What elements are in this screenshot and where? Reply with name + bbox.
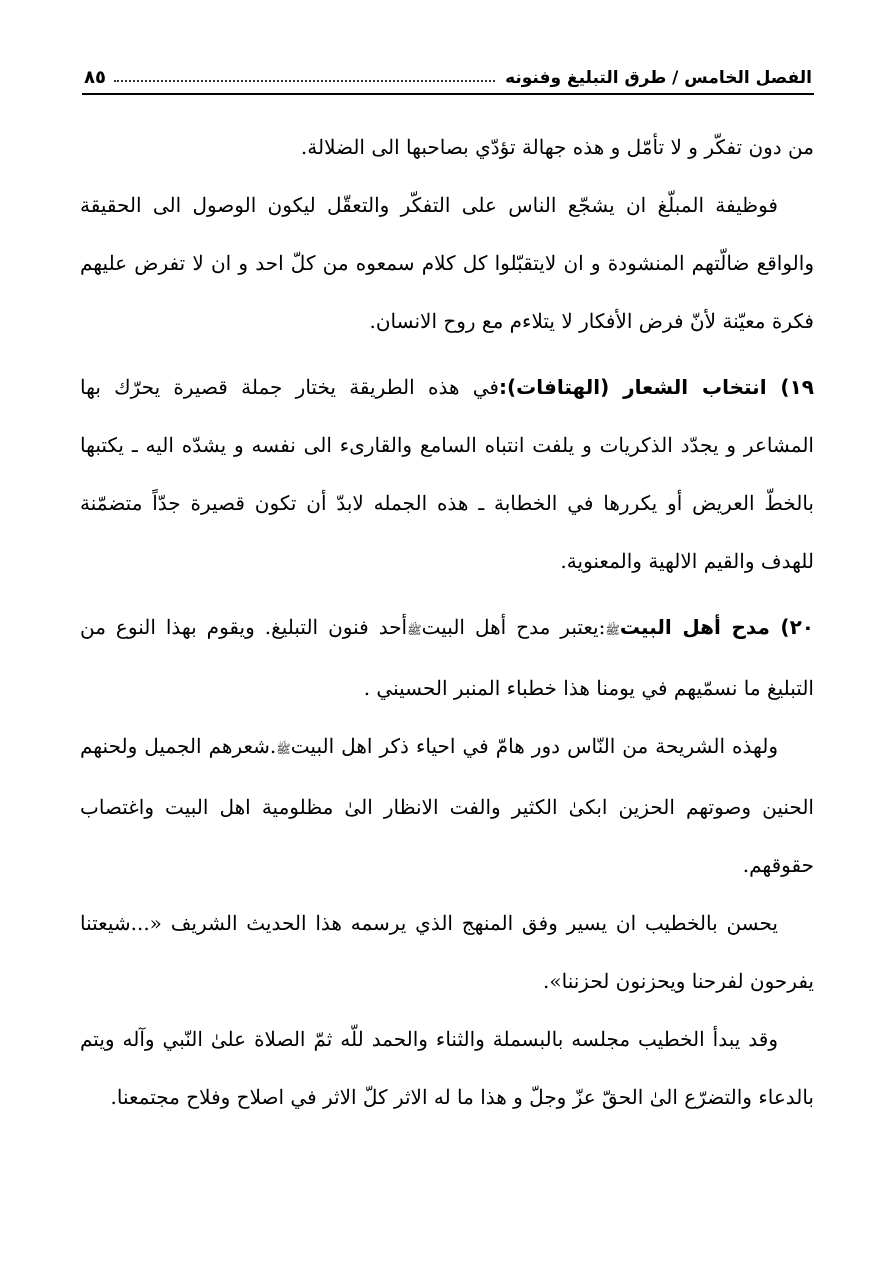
paragraph: وقد يبدأ الخطيب مجلسه بالبسملة والثناء والحمد للّه ثمّ الصلاة علىٰ النّبي وآله ويتم بالدعاء والتضرّع الىٰ الحقّ عزّ وجلّ و هذا ما له الاثر كلّ الاثر في اصلاح وفلاح مجتمعنا. [80,1027,814,1109]
paragraph: فوظيفة المبلّغ ان يشجّع الناس على التفكّر والتعقّل ليكون الوصول الى الحقيقة والواقع ضالّتهم المنشودة و ان لايتقبّلوا كل كلام سمعوه من كلّ احد و ان لا تفرض عليهم فكرة معيّنة لأنّ فرض الأفكار لا يتلاءم مع روح الانسان. [80,193,814,333]
header-leader-dots [114,80,495,82]
body-text [80,118,814,1126]
section-heading: ١٩) انتخاب الشعار (الهتافات): [499,375,814,399]
section-text: :يعتبر مدح أهل البيت [421,615,606,639]
honorific-symbol: ﷺ [605,623,620,637]
section-heading: ٢٠) مدح أهل البيت [619,615,814,639]
section-text: أحد فنون التبليغ. ويقوم بهذا النوع من التبليغ ما نسمّيهم في يومنا هذا خطباء المنبر الحسيني . [80,615,814,700]
paragraph: يحسن بالخطيب ان يسير وفق المنهج الذي يرسمه هذا الحديث الشريف «...شيعتنا يفرحون لفرحنا ويحزنون لحزننا». [80,911,814,993]
paragraph-text: .شعرهم الجميل ولحنهم الحنين وصوتهم الحزين ابكىٰ الكثير والفت الانظار الىٰ مظلومية اهل البيت واغتصاب حقوقهم. [80,734,814,877]
section-20 [80,598,814,717]
honorific-symbol: ﷺ [407,623,422,637]
chapter-title: الفصل الخامس / طرق التبليغ وفنونه [505,68,812,88]
paragraph [80,717,814,894]
page-number: ٨٥ [84,67,106,88]
header-rule [82,93,814,95]
honorific-symbol: ﷺ [276,742,291,756]
paragraph-text: ولهذه الشريحة من النّاس دور هامّ في احياء ذكر اهل البيت [290,734,778,758]
section-19 [80,358,814,590]
paragraph: من دون تفكّر و لا تأمّل و هذه جهالة تؤدّي بصاحبها الى الضلالة. [300,135,814,159]
section-text: في هذه الطريقة يختار جملة قصيرة يحرّك بها المشاعر و يجدّد الذكريات و يلفت انتباه السامع والقارىء الى نفسه و يشدّه اليه ـ يكتبها بالخطّ العريض أو يكررها في الخطابة ـ هذه الجمله لابدّ أن تكون قصيرة جدّاً متضمّنة للهدف والقيم الالهية والمعنوية. [80,375,814,573]
page-header [84,52,812,88]
